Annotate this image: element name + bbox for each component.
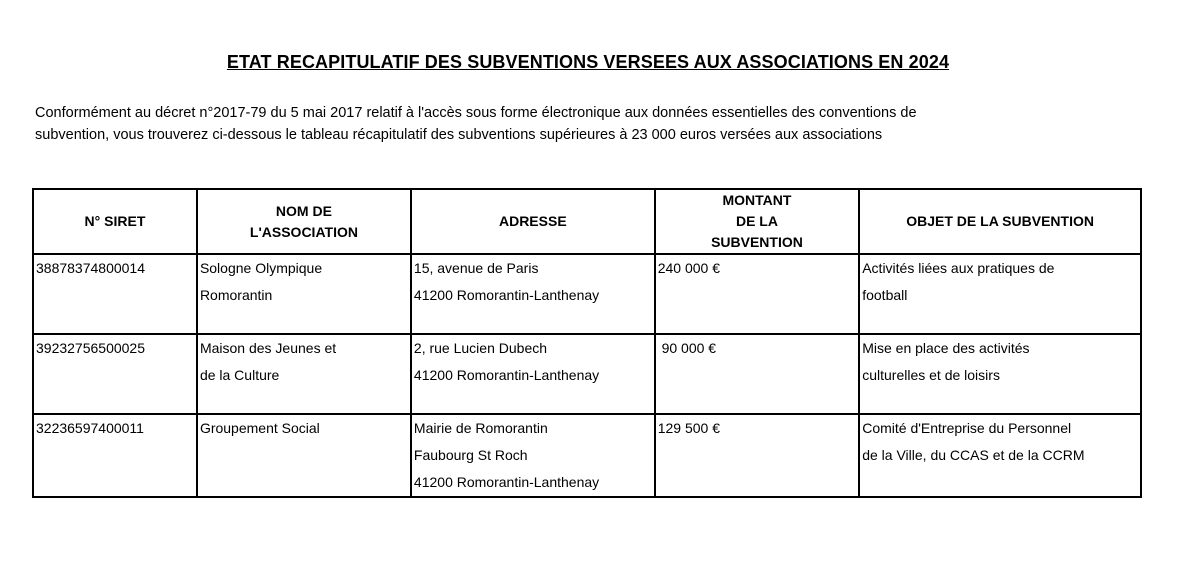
cell-adresse-line: Mairie de Romorantin [413,420,548,436]
cell-objet [859,254,1141,334]
cell-adresse [411,414,655,497]
table-row [33,414,1141,497]
cell-nom [197,414,411,497]
subventions-table [32,188,1142,498]
cell-objet-line: football [862,287,908,303]
cell-objet-line: de la Ville, du CCAS et de la CCRM [862,447,1085,463]
cell-objet-line: culturelles et de loisirs [862,367,1000,383]
cell-siret: 32236597400011 [33,414,197,497]
cell-adresse-line: 15, avenue de Paris [413,260,539,276]
cell-nom-line: Sologne Olympique [199,260,323,276]
intro-paragraph [35,102,1135,146]
cell-nom [197,254,411,334]
cell-nom-line: Groupement Social [199,420,320,436]
cell-montant: 240 000 € [655,254,860,334]
cell-objet-line: Comité d'Entreprise du Personnel [862,420,1072,436]
cell-adresse [411,334,655,414]
cell-objet [859,414,1141,497]
header-nom-line-2: L'ASSOCIATION [249,223,358,240]
header-montant-line-1: MONTANT [722,192,792,208]
cell-adresse-line: 41200 Romorantin-Lanthenay [413,367,600,383]
cell-nom-line: Romorantin [199,287,273,303]
cell-montant: 90 000 € [655,334,860,414]
cell-siret: 39232756500025 [33,334,197,414]
cell-adresse-line: 41200 Romorantin-Lanthenay [413,287,600,303]
cell-adresse-line: 41200 Romorantin-Lanthenay [413,474,600,490]
header-siret: N° SIRET [33,189,197,254]
cell-nom-line: Maison des Jeunes et [199,340,337,356]
header-montant-line-2: DE LA [735,213,778,229]
header-objet: OBJET DE LA SUBVENTION [859,189,1141,254]
header-montant [655,189,860,254]
header-nom [197,189,411,254]
cell-siret: 38878374800014 [33,254,197,334]
header-nom-line-1: NOM DE [275,202,332,219]
cell-adresse [411,254,655,334]
cell-nom [197,334,411,414]
header-montant-line-3: SUBVENTION [711,234,803,250]
table-header-row [33,189,1141,254]
table-row [33,254,1141,334]
cell-montant: 129 500 € [655,414,860,497]
cell-adresse-line: Faubourg St Roch [413,447,528,463]
cell-objet-line: Mise en place des activités [862,340,1030,356]
cell-nom-line: de la Culture [199,367,280,383]
document-title: ETAT RECAPITULATIF DES SUBVENTIONS VERSEES AUX ASSOCIATIONS EN 2024 [226,52,950,72]
intro-line-2: subvention, vous trouverez ci-dessous le tableau récapitulatif des subventions supérieures à 23 000 euros versées aux associations [35,127,883,143]
table-row [33,334,1141,414]
cell-adresse-line: 2, rue Lucien Dubech [413,340,548,356]
cell-objet-line: Activités liées aux pratiques de [862,260,1055,276]
cell-objet [859,334,1141,414]
intro-line-1: Conformément au décret n°2017-79 du 5 mai 2017 relatif à l'accès sous forme électronique aux données essentielles des conventions de [35,105,917,121]
header-adresse: ADRESSE [411,189,655,254]
